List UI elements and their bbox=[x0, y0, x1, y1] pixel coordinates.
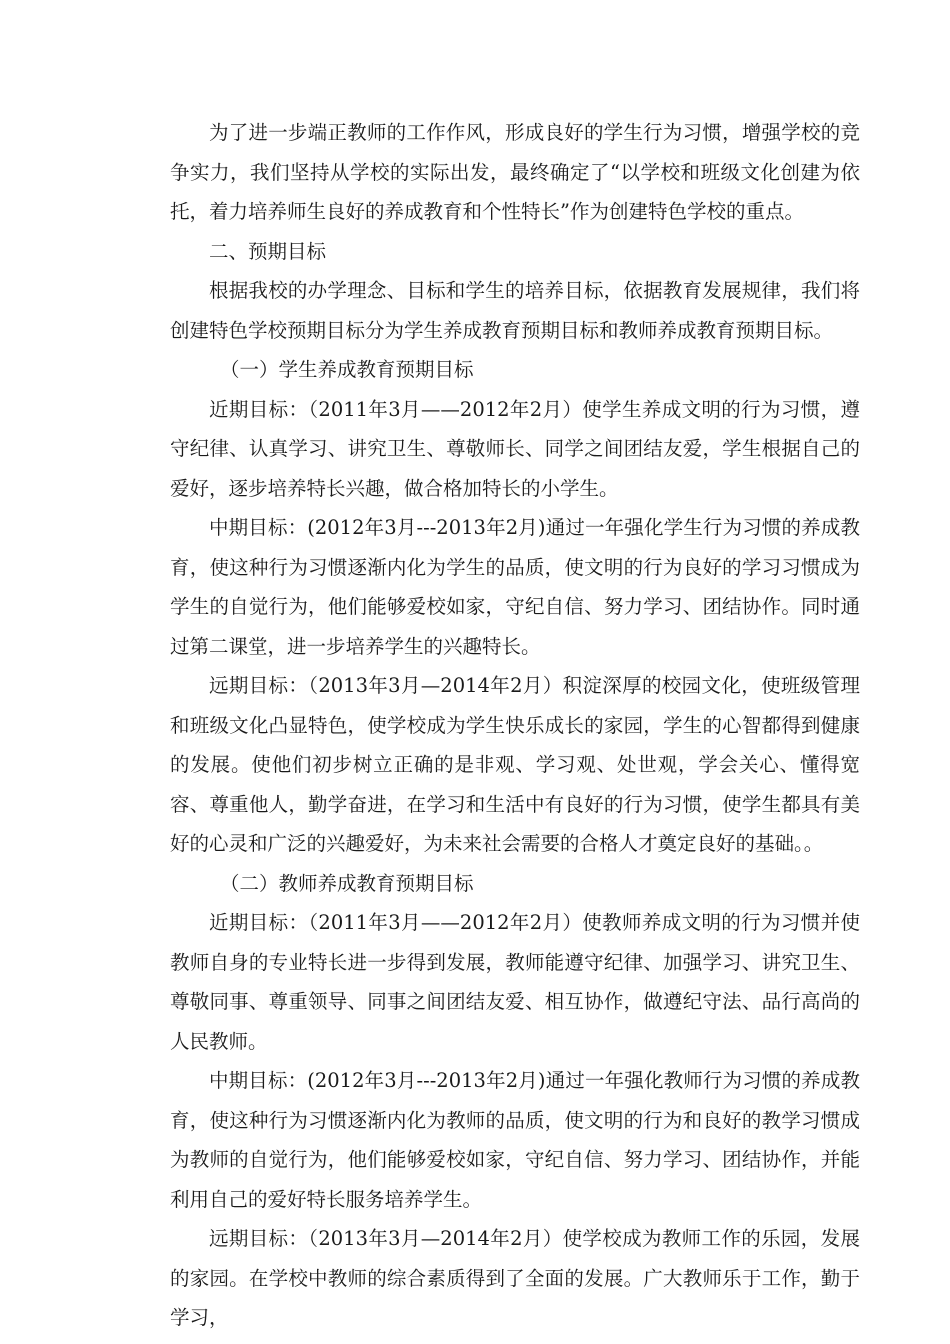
student-mid-term-goal: 中期目标：(2012年3月---2013年2月)通过一年强化学生行为习惯的养成教育，使这种行为习惯逐渐内化为学生的品质，使文明的行为良好的学习习惯成为学生的自觉行为，他们能够爱校如家，守纪自信、努力学习、团结协作。同时通过第二课堂，进一步培养学生的兴趣特长。 bbox=[170, 516, 860, 658]
teacher-short-term-goal: 近期目标：（2011年3月——2012年2月）使教师养成文明的行为习惯并使教师自身的专业特长进一步得到发展，教师能遵守纪律、加强学习、讲究卫生、尊敬同事、尊重领导、同事之间团结友爱、相互协作，做遵纪守法、品行高尚的人民教师。 bbox=[170, 911, 860, 1053]
subheading-teacher-goals: （二）教师养成教育预期目标 bbox=[220, 871, 474, 895]
teacher-long-term-goal: 远期目标：（2013年3月—2014年2月）使学校成为教师工作的乐园，发展的家园。在学校中教师的综合素质得到了全面的发展。广大教师乐于工作，勤于学习， bbox=[170, 1227, 860, 1329]
intro-paragraph: 为了进一步端正教师的工作作风，形成良好的学生行为习惯，增强学校的竞争实力，我们坚持从学校的实际出发，最终确定了“以学校和班级文化创建为依托，着力培养师生良好的养成教育和个性特长”作为创建特色学校的重点。 bbox=[170, 121, 860, 223]
student-short-term-goal: 近期目标：（2011年3月——2012年2月）使学生养成文明的行为习惯，遵守纪律、认真学习、讲究卫生、尊敬师长、同学之间团结友爱，学生根据自己的爱好，逐步培养特长兴趣，做合格加特长的小学生。 bbox=[170, 397, 860, 500]
teacher-mid-term-goal: 中期目标：(2012年3月---2013年2月)通过一年强化教师行为习惯的养成教育，使这种行为习惯逐渐内化为教师的品质，使文明的行为和良好的教学习惯成为教师的自觉行为，他们能够爱校如家，守纪自信、努力学习、团结协作，并能利用自己的爱好特长服务培养学生。 bbox=[170, 1069, 860, 1211]
goals-overview-paragraph: 根据我校的办学理念、目标和学生的培养目标，依据教育发展规律，我们将创建特色学校预期目标分为学生养成教育预期目标和教师养成教育预期目标。 bbox=[170, 279, 860, 342]
student-long-term-goal: 远期目标：（2013年3月—2014年2月）积淀深厚的校园文化，使班级管理和班级文化凸显特色，使学校成为学生快乐成长的家园，学生的心智都得到健康的发展。使他们初步树立正确的是非观、学习观、处世观，学会关心、懂得宽容、尊重他人，勤学奋进，在学习和生活中有良好的行为习惯，使学生都具有美好的心灵和广泛的兴趣爱好，为未来社会需要的合格人才奠定良好的基础。。 bbox=[170, 674, 860, 855]
subheading-student-goals: （一）学生养成教育预期目标 bbox=[220, 358, 474, 381]
section-heading-goals: 二、预期目标 bbox=[209, 239, 327, 263]
document-page bbox=[170, 113, 860, 1338]
